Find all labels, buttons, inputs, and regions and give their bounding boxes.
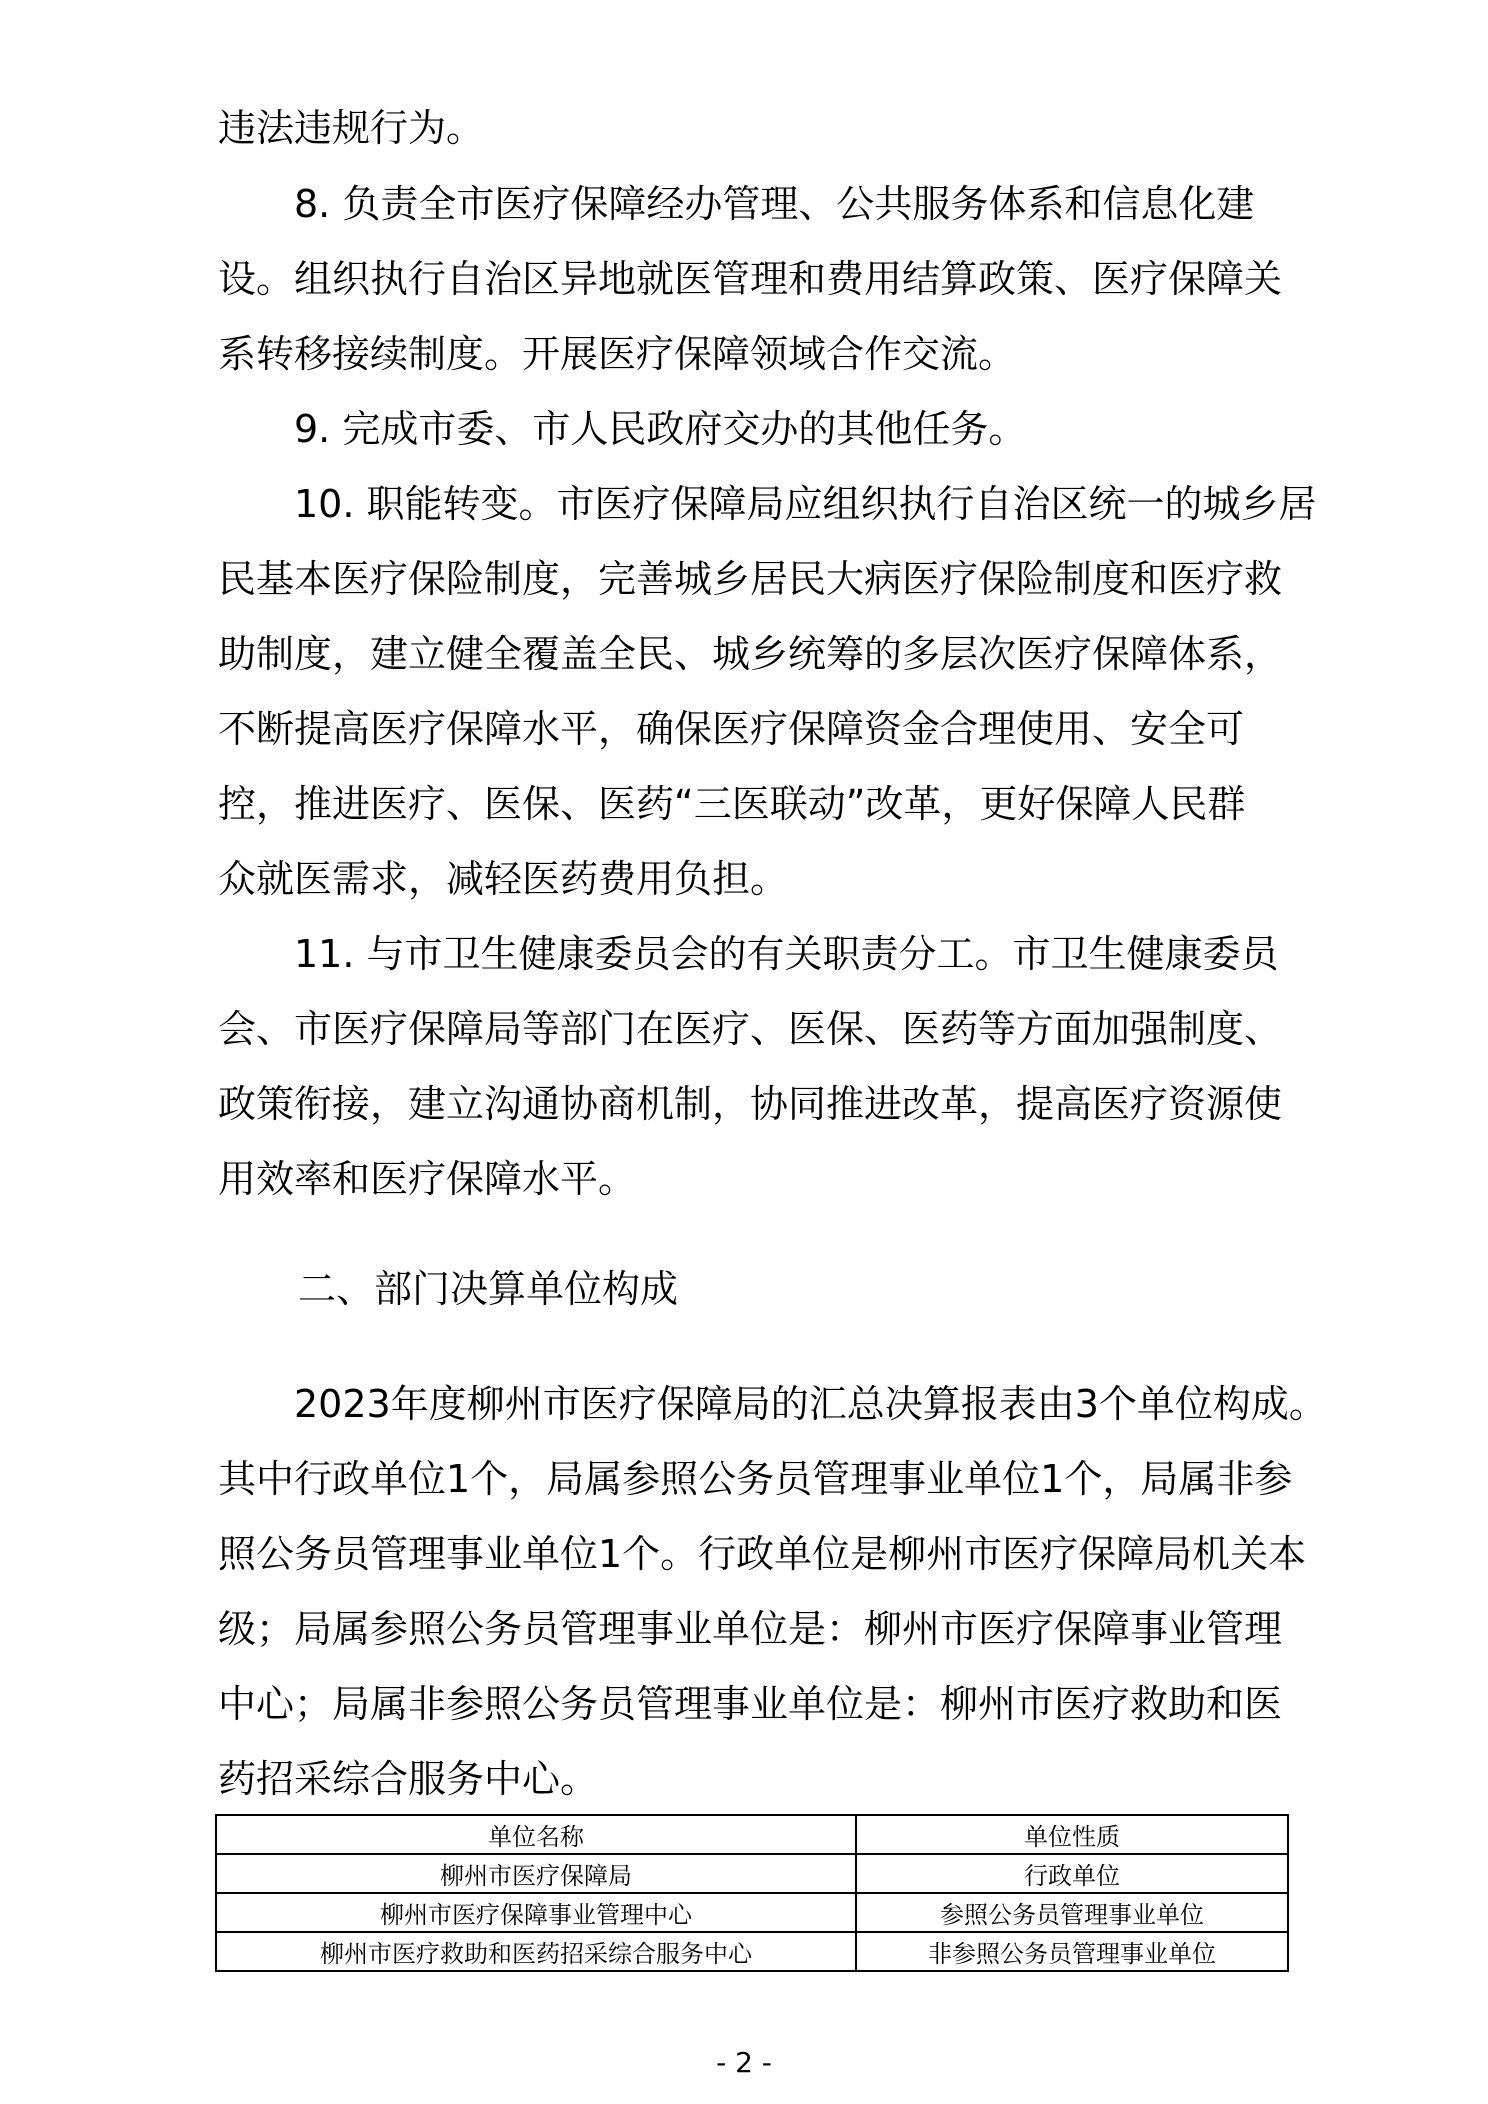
paragraph-line: 照公务员管理事业单位1个。行政单位是柳州市医疗保障局机关本 — [218, 1532, 1307, 1576]
table-cell: 非参照公务员管理事业单位 — [856, 1932, 1288, 1971]
header-cell-unit-type: 单位性质 — [856, 1815, 1288, 1854]
paragraph-line: 民基本医疗保险制度，完善城乡居民大病医疗保险制度和医疗救 — [218, 557, 1283, 601]
paragraph-line: 11. 与市卫生健康委员会的有关职责分工。市卫生健康委员 — [294, 932, 1279, 976]
paragraph-line: 助制度，建立健全覆盖全民、城乡统筹的多层次医疗保障体系， — [218, 632, 1283, 676]
paragraph-line: 政策衔接，建立沟通协商机制，协同推进改革，提高医疗资源使 — [218, 1082, 1283, 1126]
paragraph-line: 系转移接续制度。开展医疗保障领域合作交流。 — [218, 332, 1017, 376]
table-cell: 行政单位 — [856, 1854, 1288, 1893]
paragraph-line: 级；局属参照公务员管理事业单位是：柳州市医疗保障事业管理 — [218, 1607, 1283, 1651]
table-cell: 柳州市医疗救助和医药招采综合服务中心 — [216, 1932, 856, 1971]
table-cell: 参照公务员管理事业单位 — [856, 1893, 1288, 1932]
page-number: - 2 - — [716, 2046, 772, 2079]
paragraph-line: 用效率和医疗保障水平。 — [218, 1157, 637, 1201]
paragraph-line: 中心；局属非参照公务员管理事业单位是：柳州市医疗救助和医 — [218, 1682, 1283, 1726]
unit-table — [215, 1814, 1289, 1972]
paragraph-line: 设。组织执行自治区异地就医管理和费用结算政策、医疗保障关 — [218, 257, 1283, 301]
paragraph-line: 9. 完成市委、市人民政府交办的其他任务。 — [294, 407, 1027, 451]
paragraph-line: 其中行政单位1个，局属参照公务员管理事业单位1个，局属非参 — [218, 1457, 1293, 1501]
header-cell-unit-name: 单位名称 — [216, 1815, 856, 1854]
table-row — [216, 1932, 1288, 1971]
paragraph-line: 违法违规行为。 — [218, 106, 485, 150]
paragraph-line: 众就医需求，减轻医药费用负担。 — [218, 857, 789, 901]
paragraph-line: 控，推进医疗、医保、医药“三医联动”改革，更好保障人民群 — [218, 782, 1246, 826]
table-cell: 柳州市医疗保障局 — [216, 1854, 856, 1893]
section-heading: 二、部门决算单位构成 — [298, 1267, 679, 1311]
table-header-row — [216, 1815, 1288, 1854]
paragraph-line: 会、市医疗保障局等部门在医疗、医保、医药等方面加强制度、 — [218, 1007, 1283, 1051]
paragraph-line: 2023年度柳州市医疗保障局的汇总决算报表由3个单位构成。 — [294, 1382, 1327, 1426]
paragraph-line: 10. 职能转变。市医疗保障局应组织执行自治区统一的城乡居 — [294, 482, 1317, 526]
paragraph-line: 不断提高医疗保障水平，确保医疗保障资金合理使用、安全可 — [218, 707, 1245, 751]
paragraph-line: 药招采综合服务中心。 — [218, 1757, 599, 1801]
table-row — [216, 1854, 1288, 1893]
table-row — [216, 1893, 1288, 1932]
paragraph-line: 8. 负责全市医疗保障经办管理、公共服务体系和信息化建 — [294, 182, 1255, 226]
table-cell: 柳州市医疗保障事业管理中心 — [216, 1893, 856, 1932]
